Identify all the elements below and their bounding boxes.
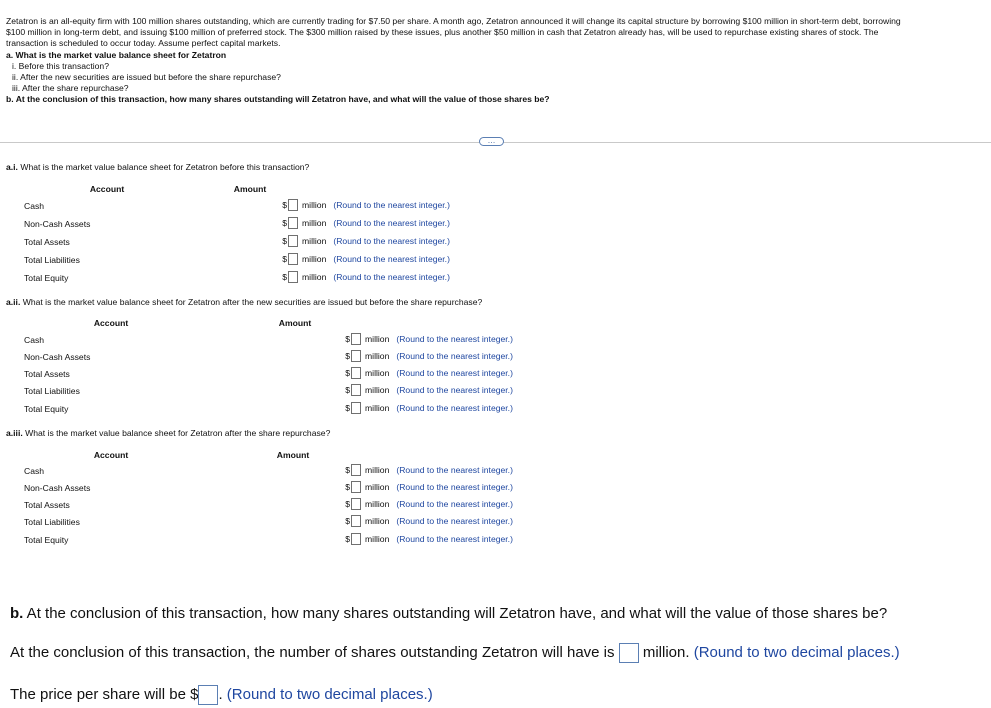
part-a-iii-prompt: iii. After the share repurchase?: [12, 83, 129, 94]
question-text: What is the market value balance sheet for Zetatron before this transaction?: [17, 162, 310, 172]
question-text: What is the market value balance sheet for Zetatron after the new securities are issued but before the share repurchase?: [20, 297, 483, 307]
problem-text-line: transaction is scheduled to occur today. Assume perfect capital markets.: [6, 38, 281, 49]
rounding-hint: (Round to the nearest integer.): [396, 482, 513, 492]
input-row: [342, 464, 513, 476]
question-label: a.i.: [6, 162, 18, 172]
row-label-cash: Cash: [24, 466, 45, 476]
unit-label: million: [365, 516, 390, 526]
input-row: [342, 481, 513, 493]
input-row: [279, 271, 450, 283]
expand-more-button[interactable]: …: [479, 137, 504, 146]
row-label-total-liabilities: Total Liabilities: [24, 517, 80, 527]
non-cash-assets-input[interactable]: [351, 481, 361, 493]
cash-input[interactable]: [351, 464, 361, 476]
question-a-i: [6, 162, 309, 172]
price-answer-line: [10, 685, 433, 705]
amount-header: Amount: [278, 318, 312, 328]
unit-label: million: [365, 385, 390, 395]
price-prefix: The price per share will be $: [10, 685, 199, 703]
problem-text-line: Zetatron is an all-equity firm with 100 million shares outstanding, which are currently trading for $7.50 per share. A month ago, Zetatron announced it will change its capital structure by borrowing $100 million in short-term debt, borrowing: [6, 16, 901, 26]
rounding-hint: (Round to the nearest integer.): [396, 516, 513, 526]
row-label-cash: Cash: [24, 201, 45, 211]
unit-label: million: [302, 254, 327, 264]
rounding-hint: (Round to the nearest integer.): [396, 351, 513, 361]
question-label: b.: [10, 605, 24, 622]
total-liabilities-input[interactable]: [351, 384, 361, 396]
question-text: What is the market value balance sheet for Zetatron after the share repurchase?: [22, 428, 331, 438]
question-b: [10, 605, 887, 622]
total-equity-input[interactable]: [351, 533, 361, 545]
total-equity-input[interactable]: [288, 271, 298, 283]
rounding-hint: (Round to the nearest integer.): [333, 272, 450, 282]
question-label: a.iii.: [6, 428, 23, 438]
dollar-sign: $: [345, 482, 350, 492]
dollar-sign: $: [345, 385, 350, 395]
input-row: [279, 253, 450, 265]
rounding-hint: (Round to the nearest integer.): [333, 236, 450, 246]
rounding-hint: (Round to the nearest integer.): [396, 334, 513, 344]
dollar-sign: $: [345, 334, 350, 344]
part-a-ii-prompt: ii. After the new securities are issued but before the share repurchase?: [12, 72, 281, 83]
row-label-non-cash-assets: Non-Cash Assets: [24, 483, 91, 493]
rounding-hint: (Round to the nearest integer.): [333, 218, 450, 228]
rounding-hint: (Round to the nearest integer.): [396, 499, 513, 509]
row-label-total-equity: Total Equity: [24, 273, 69, 283]
row-label-total-liabilities: Total Liabilities: [24, 386, 80, 396]
shares-prefix: At the conclusion of this transaction, the number of shares outstanding Zetatron will have is: [10, 643, 615, 661]
part-a-i-prompt: i. Before this transaction?: [12, 60, 109, 71]
total-assets-input[interactable]: [288, 235, 298, 247]
cash-input[interactable]: [288, 199, 298, 211]
account-header: Account: [93, 318, 129, 328]
total-equity-input[interactable]: [351, 402, 361, 414]
rounding-hint: (Round to the nearest integer.): [396, 385, 513, 395]
input-row: [279, 235, 450, 247]
input-row: [342, 367, 513, 379]
input-row: [342, 498, 513, 510]
rounding-hint: (Round to two decimal places.): [693, 643, 900, 661]
question-text: At the conclusion of this transaction, how many shares outstanding will Zetatron have, and what will the value of those shares be?: [23, 605, 888, 622]
cash-input[interactable]: [351, 333, 361, 345]
rounding-hint: (Round to the nearest integer.): [396, 465, 513, 475]
dollar-sign: $: [282, 254, 287, 264]
amount-header: Amount: [276, 450, 310, 460]
dollar-sign: $: [345, 516, 350, 526]
dollar-sign: $: [282, 200, 287, 210]
unit-label: million: [365, 334, 390, 344]
unit-label: million: [302, 272, 327, 282]
problem-statement: [6, 16, 984, 106]
input-row: [279, 199, 450, 211]
account-header: Account: [93, 450, 129, 460]
rounding-hint: (Round to the nearest integer.): [333, 200, 450, 210]
row-label-total-assets: Total Assets: [24, 237, 70, 247]
total-liabilities-input[interactable]: [288, 253, 298, 265]
unit-label: million: [365, 403, 390, 413]
input-row: [279, 217, 450, 229]
question-a-ii: [6, 297, 482, 307]
unit-label: million: [365, 534, 390, 544]
dollar-sign: $: [345, 499, 350, 509]
dollar-sign: $: [282, 236, 287, 246]
part-a-prompt: a. What is the market value balance sheet for Zetatron: [6, 49, 227, 60]
unit-label: million: [302, 236, 327, 246]
dollar-sign: $: [282, 272, 287, 282]
part-b-prompt: b. At the conclusion of this transaction, how many shares outstanding will Zetatron have, and what will the value of those shares be?: [6, 94, 550, 105]
row-label-non-cash-assets: Non-Cash Assets: [24, 352, 91, 362]
unit-label: million: [302, 200, 327, 210]
input-row: [342, 350, 513, 362]
dollar-sign: $: [345, 403, 350, 413]
unit-label: million: [365, 465, 390, 475]
input-row: [342, 333, 513, 345]
rounding-hint: (Round to the nearest integer.): [396, 534, 513, 544]
input-row: [342, 402, 513, 414]
price-per-share-input[interactable]: [198, 685, 218, 705]
row-label-total-equity: Total Equity: [24, 535, 69, 545]
rounding-hint: (Round to the nearest integer.): [396, 368, 513, 378]
total-assets-input[interactable]: [351, 498, 361, 510]
price-suffix: .: [218, 685, 223, 703]
dollar-sign: $: [345, 351, 350, 361]
unit-label: million: [365, 482, 390, 492]
total-assets-input[interactable]: [351, 367, 361, 379]
amount-header: Amount: [233, 184, 267, 194]
row-label-total-equity: Total Equity: [24, 404, 69, 414]
unit-label: million: [365, 499, 390, 509]
shares-unit: million.: [642, 643, 690, 661]
row-label-total-liabilities: Total Liabilities: [24, 255, 80, 265]
shares-outstanding-input[interactable]: [619, 643, 639, 663]
input-row: [342, 384, 513, 396]
problem-text-line: $100 million in long-term debt, and issuing $100 million of preferred stock. The $300 million raised by these issues, plus another $50 million in cash that Zetatron already has, will be used to repurchase existing shares of stock. The: [6, 27, 879, 38]
rounding-hint: (Round to the nearest integer.): [396, 403, 513, 413]
question-a-iii: [6, 428, 330, 438]
input-row: [342, 533, 513, 545]
dollar-sign: $: [282, 218, 287, 228]
unit-label: million: [302, 218, 327, 228]
unit-label: million: [365, 351, 390, 361]
row-label-total-assets: Total Assets: [24, 369, 70, 379]
row-label-total-assets: Total Assets: [24, 500, 70, 510]
total-liabilities-input[interactable]: [351, 515, 361, 527]
dollar-sign: $: [345, 534, 350, 544]
row-label-non-cash-assets: Non-Cash Assets: [24, 219, 91, 229]
rounding-hint: (Round to the nearest integer.): [333, 254, 450, 264]
input-row: [342, 515, 513, 527]
row-label-cash: Cash: [24, 335, 45, 345]
dollar-sign: $: [345, 368, 350, 378]
account-header: Account: [89, 184, 125, 194]
dollar-sign: $: [345, 465, 350, 475]
unit-label: million: [365, 368, 390, 378]
non-cash-assets-input[interactable]: [288, 217, 298, 229]
non-cash-assets-input[interactable]: [351, 350, 361, 362]
question-label: a.ii.: [6, 297, 21, 307]
shares-answer-line: [10, 643, 900, 663]
rounding-hint: (Round to two decimal places.): [226, 685, 433, 703]
